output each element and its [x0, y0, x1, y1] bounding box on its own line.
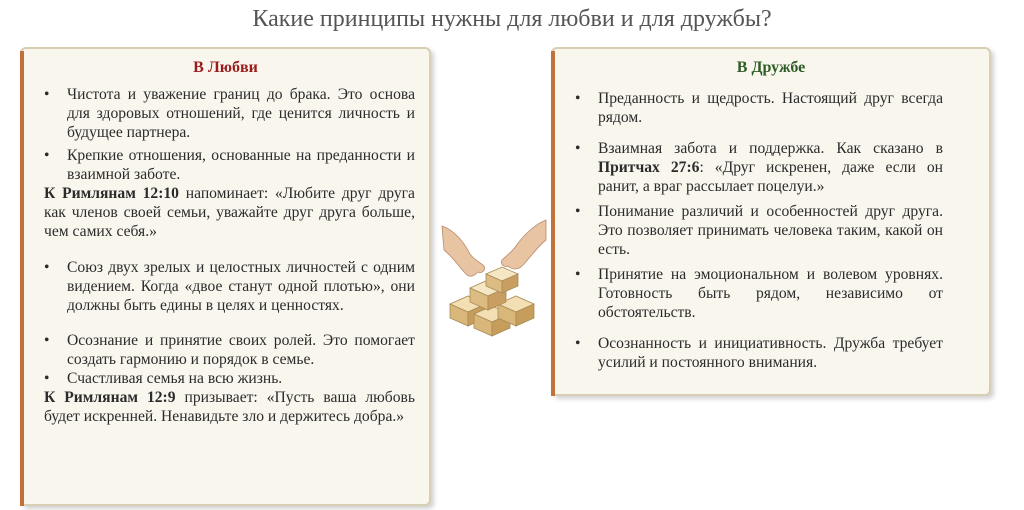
friendship-bullet-2-pre: Взаимная забота и поддержка. Как сказано в — [598, 140, 943, 157]
love-quote-2 — [44, 388, 415, 426]
friendship-panel-accent — [551, 51, 555, 396]
friendship-bullet-5: • Осознанность и инициативность. Дружба требует усилий и постоянного внимания. — [575, 334, 943, 372]
friendship-bullet-2 — [575, 139, 943, 196]
love-quote-1-text: напоминает: «Любите друг друга как членов своей семьи, уважайте друг друга больше, чем самих себя.» — [44, 185, 415, 240]
friendship-bullet-2-ref: Притчах 27:6 — [598, 159, 700, 176]
friendship-panel — [551, 47, 991, 396]
love-quote-2-ref: К Римлянам 12:9 — [44, 389, 176, 406]
love-bullet-2: • Крепкие отношения, основанные на преданности и взаимной заботе. — [44, 146, 415, 184]
love-bullet-1: • Чистота и уважение границ до брака. Это основа для здоровых отношений, где ценится личность и будущее партнера. — [44, 85, 415, 142]
love-bullet-5: • Счастливая семья на всю жизнь. — [44, 369, 415, 388]
friendship-bullet-3: • Понимание различий и особенностей друг друга. Это позволяет принимать человека таким, какой он есть. — [575, 202, 943, 259]
page-title: Какие принципы нужны для любви и для дружбы? — [252, 6, 772, 32]
love-heading: В Любви — [193, 59, 258, 76]
friendship-bullet-1: • Преданность и щедрость. Настоящий друг всегда рядом. — [575, 89, 943, 127]
friendship-content — [575, 89, 943, 372]
hands-building-blocks-image — [440, 216, 548, 346]
love-panel-accent — [20, 51, 24, 506]
friendship-bullet-4: • Принятие на эмоциональном и волевом уровнях. Готовность быть рядом, независимо от обстоятельств. — [575, 265, 943, 322]
love-bullet-3: • Союз двух зрелых и целостных личностей с одним видением. Когда «двое станут одной плотью», они должны быть едины в целях и ценностях. — [44, 258, 415, 315]
love-quote-1 — [44, 184, 415, 241]
love-quote-2-text: призывает: «Пусть ваша любовь будет искренней. Ненавидьте зло и держитесь добра.» — [44, 389, 415, 425]
love-quote-1-ref: К Римлянам 12:10 — [44, 185, 179, 202]
love-panel — [20, 47, 431, 506]
love-content — [44, 85, 415, 426]
love-bullet-4: • Осознание и принятие своих ролей. Это помогает создать гармонию и порядок в семье. — [44, 331, 415, 369]
friendship-heading: В Дружбе — [736, 59, 806, 76]
friendship-bullet-2-post: : «Друг искренен, даже если он ранит, а враг рассылает поцелуи.» — [598, 159, 943, 195]
